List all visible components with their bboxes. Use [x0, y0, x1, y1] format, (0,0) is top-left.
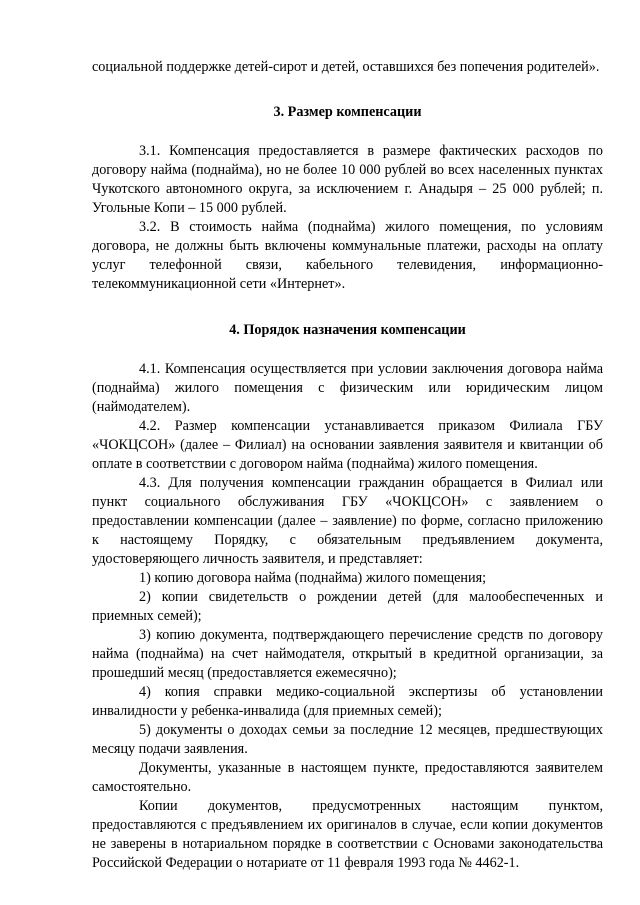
- section-4-heading: 4. Порядок назначения компенсации: [229, 322, 466, 338]
- list-item-2: 2) копии свидетельств о рождении детей (для малообеспеченных и приемных семей);: [92, 589, 603, 624]
- copies-note-paragraph: Копии документов, предусмотренных настоящим пунктом, предоставляются с предъявлением их оригиналов в случае, если копии документов не заверены в нотариальном порядке в соответствии с Основами законодательства Российской Федерации о нотариате от 11 февраля 1993 года № 4462-1.: [92, 798, 603, 871]
- list-item-3: 3) копию документа, подтверждающего перечисление средств по договору найма (поднайма) на счет наймодателя, открытый в кредитной организации, за прошедший месяц (предоставляется ежемесячно);: [92, 627, 603, 681]
- paragraph-4-2: 4.2. Размер компенсации устанавливается приказом Филиала ГБУ «ЧОКЦСОН» (далее – Филиал) на основании заявления заявителя и квитанции об оплате в соответствии с договором найма (поднайма) жилого помещения.: [92, 418, 603, 472]
- documents-note-paragraph: Документы, указанные в настоящем пункте, предоставляются заявителем самостоятельно.: [92, 760, 603, 795]
- intro-paragraph-tail: социальной поддержке детей-сирот и детей, оставшихся без попечения родителей».: [92, 59, 600, 75]
- list-item-5: 5) документы о доходах семьи за последние 12 месяцев, предшествующих месяцу подачи заявления.: [92, 722, 603, 757]
- paragraph-4-3: 4.3. Для получения компенсации гражданин обращается в Филиал или пункт социального обслуживания ГБУ «ЧОКЦСОН» с заявлением о предоставлении компенсации (далее – заявление) по форме, согласно приложению к настоящему Порядку, с обязательным предъявлением документа, удостоверяющего личность заявителя, и представляет:: [92, 475, 603, 567]
- list-item-1: 1) копию договора найма (поднайма) жилого помещения;: [139, 570, 487, 586]
- paragraph-4-1: 4.1. Компенсация осуществляется при условии заключения договора найма (поднайма) жилого помещения с физическим или юридическим лицом (наймодателем).: [92, 361, 603, 415]
- section-3-heading: 3. Размер компенсации: [273, 104, 422, 120]
- list-item-4: 4) копия справки медико-социальной экспертизы об установлении инвалидности у ребенка-инвалида (для приемных семей);: [92, 684, 603, 719]
- paragraph-3-2: 3.2. В стоимость найма (поднайма) жилого помещения, по условиям договора, не должны быть включены коммунальные платежи, расходы на оплату услуг телефонной связи, кабельного телевидения, информационно-телекоммуникационной сети «Интернет».: [92, 219, 603, 292]
- paragraph-3-1: 3.1. Компенсация предоставляется в размере фактических расходов по договору найма (поднайма), но не более 10 000 рублей во всех населенных пунктах Чукотского автономного округа, за исключением г. Анадыря – 25 000 рублей; п. Угольные Копи – 15 000 рублей.: [92, 143, 603, 216]
